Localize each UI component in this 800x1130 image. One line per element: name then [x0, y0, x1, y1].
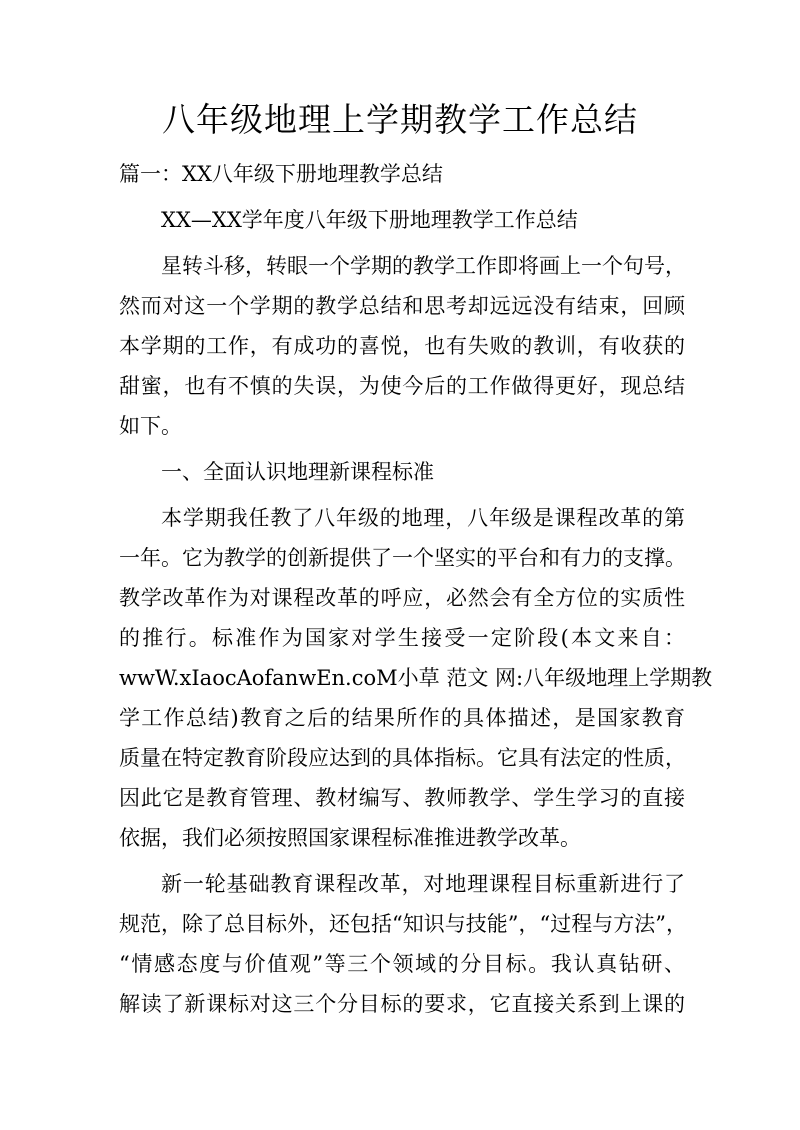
- paragraph-line: wwW.xIaocAofanwEn.coM小草 范文 网:八年级地理上学期教: [119, 666, 713, 690]
- paragraph-line: 教学改革作为对课程改革的呼应，必然会有全方位的实质性: [119, 586, 685, 610]
- paragraph-line: 解读了新课标对这三个分目标的要求，它直接关系到上课的: [119, 992, 685, 1016]
- document-body: [119, 154, 713, 1024]
- paragraph-line: 因此它是教育管理、教材编写、教师教学、学生学习的直接: [119, 786, 685, 810]
- paragraph-line: 本学期我任教了八年级的地理，八年级是课程改革的第: [161, 506, 685, 530]
- subtitle-line: XX—XX学年度八年级下册地理教学工作总结: [161, 208, 578, 232]
- paragraph-line: “情感态度与价值观”等三个领域的分目标。我认真钻研、: [119, 952, 685, 976]
- paragraph-line: 星转斗移，转眼一个学期的教学工作即将画上一个句号，: [161, 254, 686, 278]
- section-heading: 篇一：XX八年级下册地理教学总结: [119, 162, 443, 186]
- paragraph-line: 依据，我们必须按照国家课程标准推进教学改革。: [119, 826, 581, 850]
- section-heading: 一、全面认识地理新课程标准: [161, 460, 434, 484]
- paragraph-line: 本学期的工作，有成功的喜悦，也有失败的教训，有收获的: [119, 334, 685, 358]
- paragraph-line: 的推行。标准作为国家对学生接受一定阶段(本文来自：: [119, 626, 685, 650]
- paragraph-line: 然而对这一个学期的教学总结和思考却远远没有结束，回顾: [119, 294, 685, 318]
- paragraph-line: 甜蜜，也有不慎的失误，为使今后的工作做得更好，现总结: [119, 374, 685, 398]
- document-title: 八年级地理上学期教学工作总结: [162, 100, 638, 139]
- paragraph-line: 规范，除了总目标外，还包括“知识与技能”，“过程与方法”，: [119, 912, 687, 936]
- paragraph-line: 质量在特定教育阶段应达到的具体指标。它具有法定的性质，: [119, 746, 686, 770]
- paragraph-line: 新一轮基础教育课程改革，对地理课程目标重新进行了: [161, 872, 685, 896]
- paragraph-line: 一年。它为教学的创新提供了一个坚实的平台和有力的支撑。: [119, 546, 686, 570]
- paragraph-line: 学工作总结)教育之后的结果所作的具体描述，是国家教育: [119, 706, 685, 730]
- paragraph-line: 如下。: [119, 414, 182, 438]
